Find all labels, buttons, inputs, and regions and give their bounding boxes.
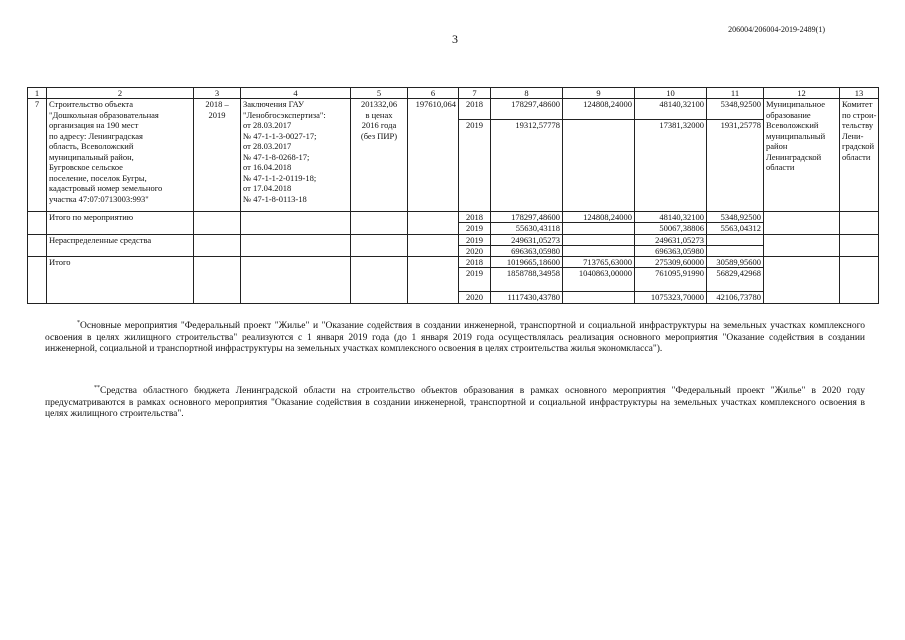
federal-cell: 1040863,00000 (563, 268, 635, 292)
local-cell: 42106,73780 (707, 292, 764, 304)
regional-cell: 249631,05273 (635, 234, 707, 245)
column-header: 13 (840, 88, 879, 99)
column-header: 2 (47, 88, 194, 99)
remaining-cost: 197610,064 (408, 99, 459, 212)
column-header: 7 (459, 88, 491, 99)
footnote-1 (45, 320, 865, 356)
regional-cell: 1075323,70000 (635, 292, 707, 304)
regional-cell: 48140,32100 (635, 212, 707, 223)
total-cell: 178297,48600 (491, 99, 563, 120)
total-cell: 696363,05980 (491, 245, 563, 256)
local-cell: 56829,42968 (707, 268, 764, 292)
column-number-row (28, 88, 879, 99)
year-cell: 2019 (459, 268, 491, 292)
column-header: 1 (28, 88, 47, 99)
column-header: 9 (563, 88, 635, 99)
table-row (28, 234, 879, 245)
federal-cell (563, 120, 635, 212)
column-header: 12 (764, 88, 840, 99)
federal-cell: 713765,63000 (563, 256, 635, 267)
regional-cell: 17381,32000 (635, 120, 707, 212)
implementation-period: 2018 – 2019 (194, 99, 241, 212)
year-cell: 2018 (459, 99, 491, 120)
expert-conclusions: Заключения ГАУ "Ленобгосэкспертиза": от 28.03.2017 № 47-1-1-3-0027-17; от 28.03.2017 № 47-1-8-0268-17; от 16.04.2018 № 47-1-1-2-0119-18; от 17.04.2018 № 47-1-8-0113-18 (241, 99, 351, 212)
local-cell (707, 234, 764, 245)
row-label: Итого (47, 256, 194, 303)
federal-cell (563, 223, 635, 234)
column-header: 8 (491, 88, 563, 99)
federal-cell (563, 292, 635, 304)
footnote-text: Средства областного бюджета Ленинградской области на строительство объектов образования в рамках основного мероприятия "Федеральный проект "Жилье" в 2020 году предусматриваются в рамках основного мероприятия "Оказание содействия в создании инженерной, транспортной и социальной инфраструктуры на земельных участках комплексного освоения в целях жилищного строительства". (45, 386, 865, 420)
total-cell: 178297,48600 (491, 212, 563, 223)
total-cell: 19312,57778 (491, 120, 563, 212)
program-table (27, 87, 879, 304)
federal-cell: 124808,24000 (563, 212, 635, 223)
regional-cell: 696363,05980 (635, 245, 707, 256)
regional-cell: 48140,32100 (635, 99, 707, 120)
estimated-cost: 201332,06 в ценах 2016 года (без ПИР) (351, 99, 408, 212)
regional-cell: 761095,91990 (635, 268, 707, 292)
table-row (28, 212, 879, 223)
local-cell: 1931,25778 (707, 120, 764, 212)
regional-cell: 50067,38806 (635, 223, 707, 234)
total-cell: 249631,05273 (491, 234, 563, 245)
column-header: 3 (194, 88, 241, 99)
local-cell (707, 245, 764, 256)
year-cell: 2019 (459, 234, 491, 245)
year-cell: 2019 (459, 223, 491, 234)
total-cell: 55630,43118 (491, 223, 563, 234)
year-cell: 2019 (459, 120, 491, 212)
total-cell: 1858788,34958 (491, 268, 563, 292)
column-header: 6 (408, 88, 459, 99)
year-cell: 2020 (459, 292, 491, 304)
table-row (28, 256, 879, 267)
regional-cell: 275309,60000 (635, 256, 707, 267)
column-header: 5 (351, 88, 408, 99)
federal-cell: 124808,24000 (563, 99, 635, 120)
federal-cell (563, 245, 635, 256)
column-header: 10 (635, 88, 707, 99)
year-cell: 2020 (459, 245, 491, 256)
footnote-mark: * (77, 320, 80, 326)
footnote-text: Основные мероприятия "Федеральный проект "Жилье" и "Оказание содействия в создании инженерной, транспортной и социальной инфраструктуры на земельных участках комплексного освоения в целях жилищного строительства" реализуются с 1 января 2019 года (до 1 января 2019 года осуществлялась реализация основного мероприятия "Оказание содействия в создании инженерной, социальной и транспортной инфраструктуры на земельных участках комплексного освоения в целях строительства жилья экономкласса"). (45, 321, 865, 355)
footnote-2 (45, 385, 865, 421)
document-code: 206004/206004-2019-2489(1) (728, 25, 825, 34)
total-cell: 1117430,43780 (491, 292, 563, 304)
local-cell: 5348,92500 (707, 99, 764, 120)
local-cell: 5563,04312 (707, 223, 764, 234)
local-cell: 5348,92500 (707, 212, 764, 223)
footnote-mark: ** (94, 385, 100, 391)
customer: Муниципальное образование Всеволожский муниципальный район Ленинградской области (764, 99, 840, 212)
column-header: 11 (707, 88, 764, 99)
executor: Комитет по строи- тельству Лени- градской области (840, 99, 879, 212)
federal-cell (563, 234, 635, 245)
year-cell: 2018 (459, 256, 491, 267)
total-cell: 1019665,18600 (491, 256, 563, 267)
row-number: 7 (28, 99, 47, 212)
table-row (28, 99, 879, 120)
column-header: 4 (241, 88, 351, 99)
row-label: Нераспределенные средства (47, 234, 194, 256)
page-number: 3 (452, 32, 458, 46)
event-name: Строительство объекта "Дошкольная образовательная организация на 190 мест по адресу: Ленинградская область, Всеволожский муниципальный район, Бугровское сельское поселение, поселок Бугры, кадастровый номер земельного участка 47:07:0713003:993" (47, 99, 194, 212)
row-label: Итого по мероприятию (47, 212, 194, 234)
year-cell: 2018 (459, 212, 491, 223)
local-cell: 30589,95600 (707, 256, 764, 267)
